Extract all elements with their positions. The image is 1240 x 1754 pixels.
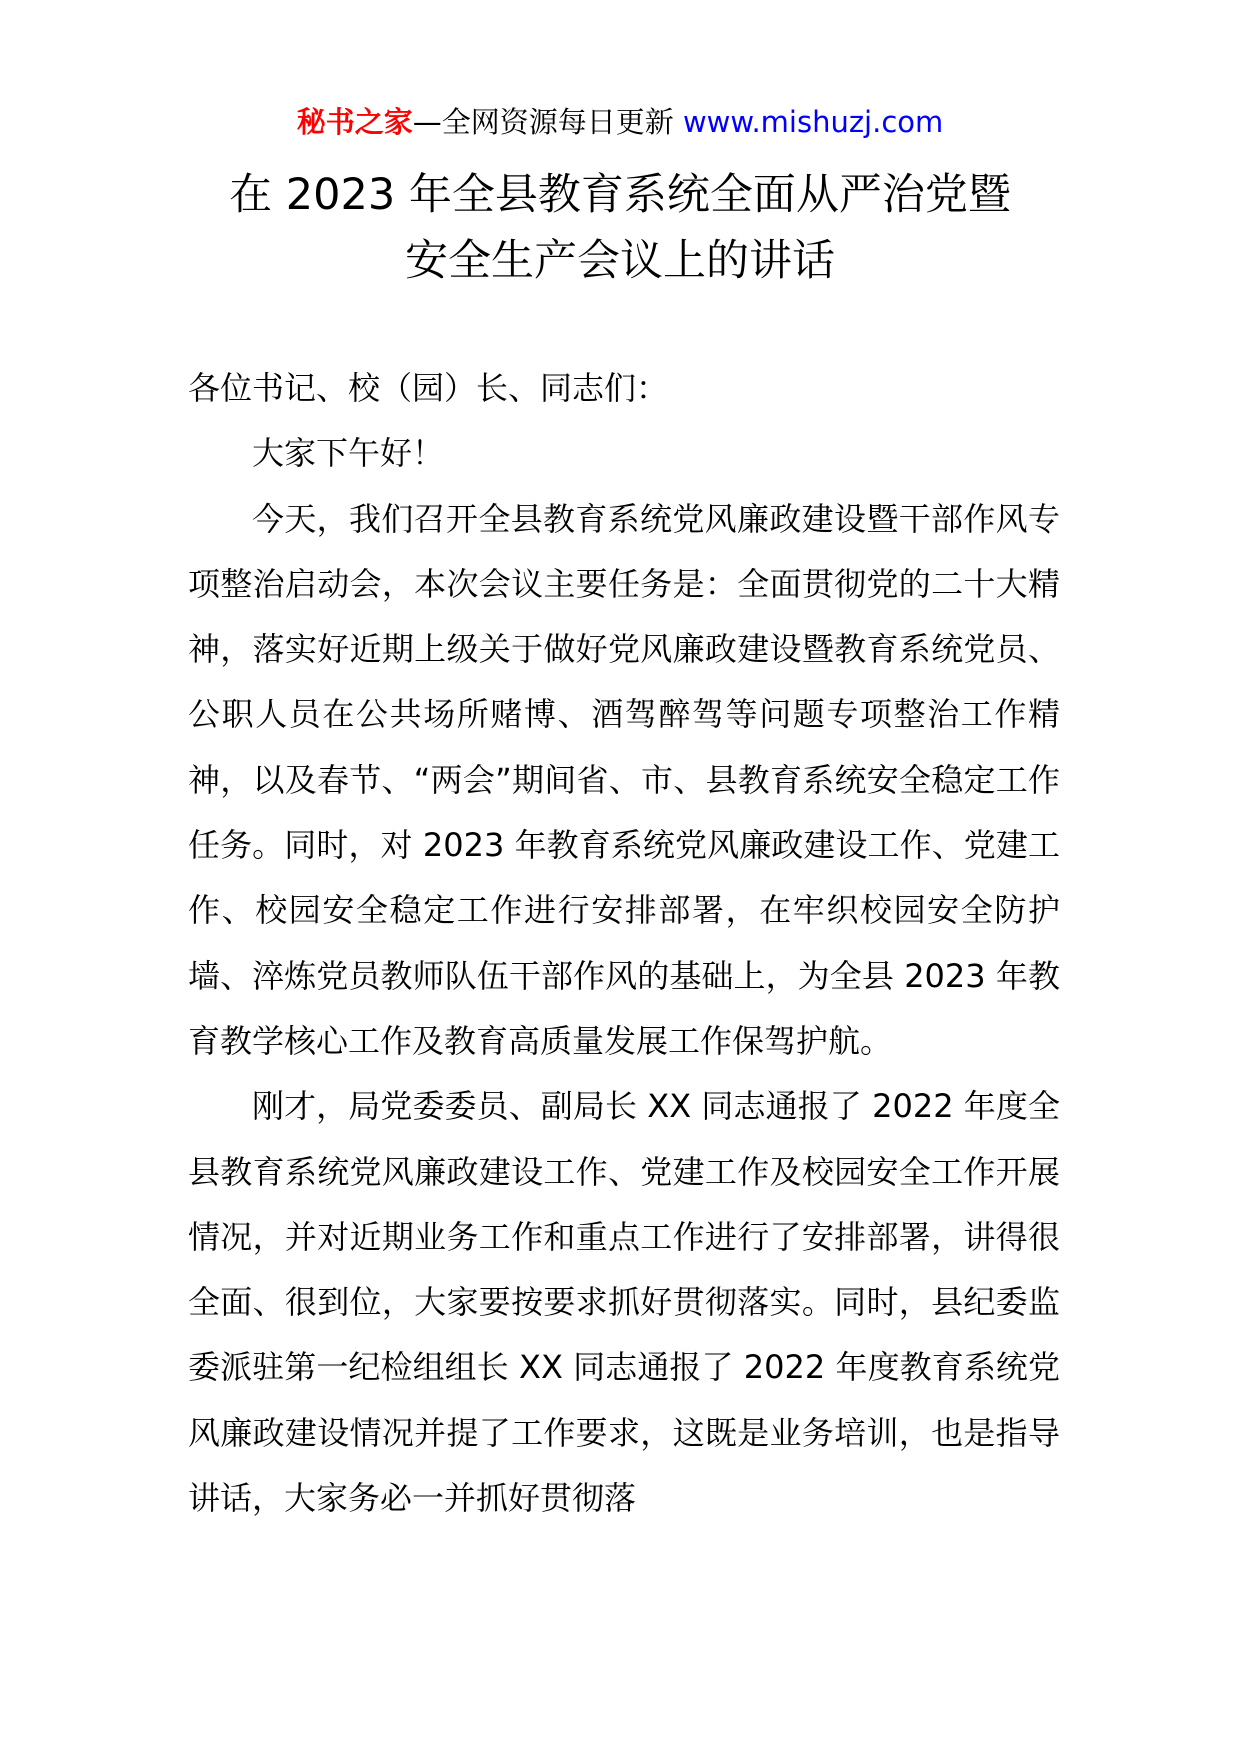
title-line-2: 安全生产会议上的讲话 [405,236,835,286]
site-header [0,100,1240,144]
speech-title [160,162,1080,294]
site-slogan: —全网资源每日更新 [412,105,683,139]
site-brand: 秘书之家 [296,105,413,139]
paragraph-1: 今天，我们召开全县教育系统党风廉政建设暨干部作风专项整治启动会，本次会议主要任务是：全面贯彻党的二十大精神，落实好近期上级关于做好党风廉政建设暨教育系统党员、公职人员在公共场所赌博、酒驾醉驾等问题专项整治工作精神，以及春节、“两会”期间省、市、县教育系统安全稳定工作任务。同时，对 2023 年教育系统党风廉政建设工作、党建工作、校园安全稳定工作进行安排部署，在牢织校园安全防护墙、淬炼党员教师队伍干部作风的基础上，为全县 2023 年教育教学核心工作及教育高质量发展工作保驾护航。 [188,499,1060,1060]
speech-body [188,356,1060,1531]
paragraph-2: 刚才，局党委委员、副局长 XX 同志通报了 2022 年度全县教育系统党风廉政建设工作、党建工作及校园安全工作开展情况，并对近期业务工作和重点工作进行了安排部署，讲得很全面、很到位，大家要按要求抓好贯彻落实。同时，县纪委监委派驻第一纪检组组长 XX 同志通报了 2022 年度教育系统党风廉政建设情况并提了工作要求，这既是业务培训，也是指导讲话，大家务必一并抓好贯彻落 [188,1087,1060,1518]
site-url[interactable]: www.mishuzj.com [682,105,944,139]
greeting: 大家下午好！ [252,434,445,473]
salutation: 各位书记、校（园）长、同志们： [188,369,669,407]
title-line-1: 在 2023 年全县教育系统全面从严治党暨 [229,170,1011,220]
